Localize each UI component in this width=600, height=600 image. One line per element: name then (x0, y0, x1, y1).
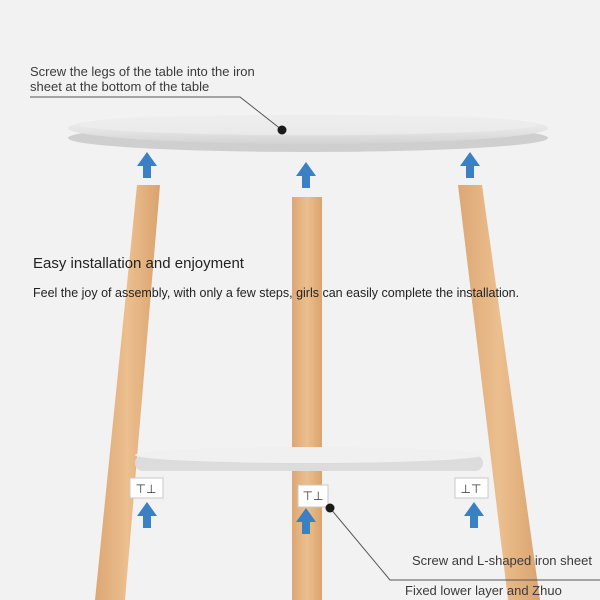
callout-top-text: Screw the legs of the table into the iron sheet at the bottom of the table (30, 64, 255, 94)
lower-shelf (135, 447, 483, 471)
table-leg-right (458, 185, 540, 600)
up-arrow-icon (464, 502, 484, 528)
bracket-label-right: ⊥⊤ (460, 482, 482, 496)
callout-dot-icon (326, 504, 335, 513)
callout-bottom-text-1: Screw and L-shaped iron sheet (412, 553, 592, 568)
section-headline: Easy installation and enjoyment (33, 255, 244, 272)
callout-leader-bottom (330, 508, 600, 580)
up-arrow-icon (137, 152, 157, 178)
callout-dot-icon (278, 126, 287, 135)
section-description: Feel the joy of assembly, with only a few steps, girls can easily complete the installation. (33, 286, 520, 300)
callout-bottom-text-2: Fixed lower layer and Zhuo (405, 583, 562, 598)
table-leg-center (292, 197, 322, 600)
top-tabletop (68, 112, 548, 152)
up-arrow-icon (460, 152, 480, 178)
table-leg-left (95, 185, 160, 600)
bracket-label-center: ⊤⊥ (302, 489, 324, 503)
up-arrow-icon (296, 162, 316, 188)
bracket-label-left: ⊤⊥ (135, 482, 157, 496)
up-arrow-icon (137, 502, 157, 528)
